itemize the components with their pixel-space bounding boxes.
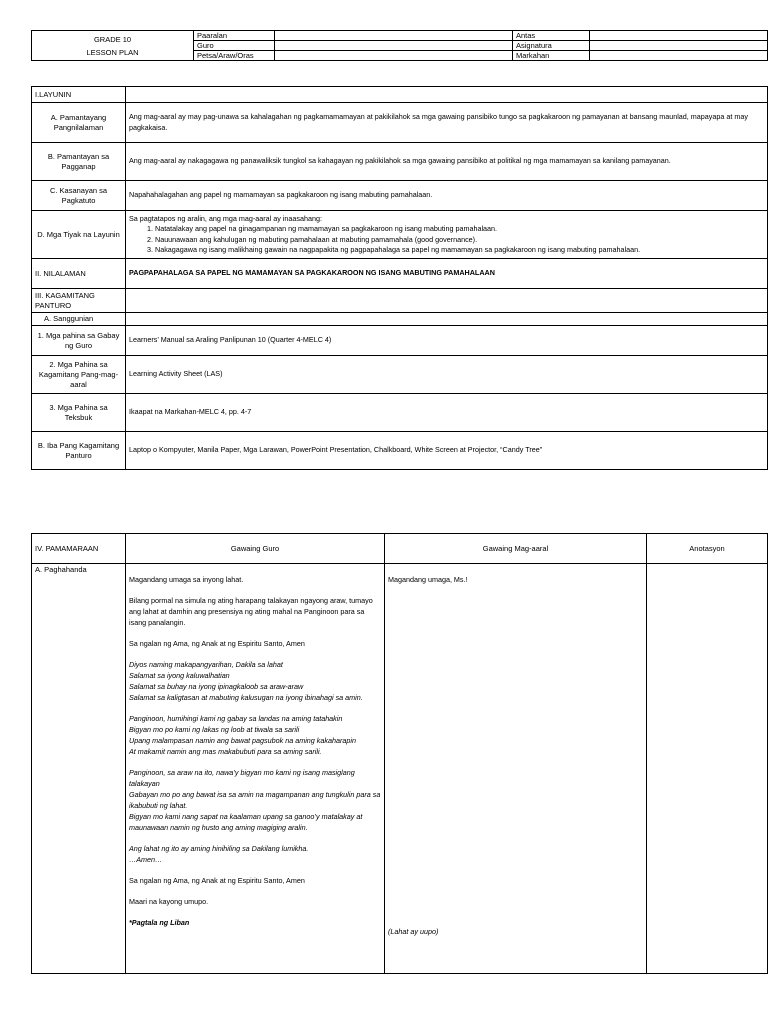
kasanayan-pagkatuto-text: Napahahalagahan ang papel ng mamamayan sa pagkakaroon ng isang mabuting pamahalaan. xyxy=(126,181,768,211)
tiyak-na-layunin-intro: Sa pagtatapos ng aralin, ang mga mag-aaral ay inaasahang: xyxy=(129,213,322,223)
field-value-petsa[interactable] xyxy=(275,51,513,61)
list-item: 2. Nauunawaan ang kahulugan ng mabuting pamahalaan at mabuting pamamahala (good governance). xyxy=(155,235,764,246)
pamantayang-pangnilalaman-text: Ang mag-aaral ay may pag-unawa sa kahalagahan ng pagkamamamayan at pakikilahok sa mga gawaing pansibiko tungo sa pagkakaroon ng pamayanan at bansang maunlad, mapayapa at may pagkakaisa. xyxy=(126,103,768,143)
field-label-paaralan: Paaralan xyxy=(194,31,275,41)
field-value-antas[interactable] xyxy=(590,31,768,41)
lesson-plan-title: LESSON PLAN xyxy=(86,47,139,57)
pamantayan-pagganap-label: B. Pamantayan sa Pagganap xyxy=(32,143,126,181)
lesson-plan-table xyxy=(31,86,768,470)
field-label-guro: Guro xyxy=(194,41,275,51)
list-item: 3. Nakagagawa ng isang malikhaing gawain na nagpapakita ng pagpapahalaga sa papel ng mamamayan sa pagkakaroon ng isang mabuting pamahalaan. xyxy=(155,245,764,256)
tiyak-na-layunin-label: D. Mga Tiyak na Layunin xyxy=(32,211,126,259)
gawaing-mag-aaral-header: Gawaing Mag-aaral xyxy=(385,534,647,564)
tiyak-na-layunin-list xyxy=(129,224,764,256)
teksbuk-label: 3. Mga Pahina sa Teksbuk xyxy=(32,394,126,432)
teacher-activity-cell xyxy=(126,564,385,974)
teacher-greeting: Magandang umaga sa inyong lahat. xyxy=(129,575,244,584)
list-item: 1. Natatalakay ang papel na ginagampanan ng mamamayan sa pagkakaroon ng isang mabuting pamahalaan. xyxy=(155,224,764,235)
field-label-asignatura: Asignatura xyxy=(513,41,590,51)
field-label-markahan: Markahan xyxy=(513,51,590,61)
student-greeting: Magandang umaga, Ms.! xyxy=(388,575,468,584)
prayer-stanza-1: Diyos naming makapangyarihan, Dakila sa lahat Salamat sa iyong kaluwalhatian Salamat sa buhay na iyong ipinagkaloob sa araw-araw Salamat sa kaligtasan at mabuting kalusugan na iyong ibinahagi sa amin. xyxy=(129,660,363,702)
grade-title-cell xyxy=(32,31,194,61)
field-value-guro[interactable] xyxy=(275,41,513,51)
field-value-paaralan[interactable] xyxy=(275,31,513,41)
nilalaman-label: II. NILALAMAN xyxy=(32,259,126,289)
layunin-label: I.LAYUNIN xyxy=(32,87,126,103)
iba-pang-kagamitan-label: B. Iba Pang Kagamitang Panturo xyxy=(32,432,126,470)
kagamitang-mag-aaral-text: Learning Activity Sheet (LAS) xyxy=(126,356,768,394)
pamamaraan-header: IV. PAMAMARAAN xyxy=(32,534,126,564)
pamantayang-pangnilalaman-label: A. Pamantayang Pangnilalaman xyxy=(32,103,126,143)
kagamitang-mag-aaral-label: 2. Mga Pahina sa Kagamitang Pang-mag-aaral xyxy=(32,356,126,394)
attendance-note: *Pagtala ng Liban xyxy=(129,918,190,927)
iba-pang-kagamitan-text: Laptop o Kompyuter, Manila Paper, Mga Larawan, PowerPoint Presentation, Chalkboard, White Screen at Projector, “Candy Tree” xyxy=(126,432,768,470)
field-value-asignatura[interactable] xyxy=(590,41,768,51)
student-sit-response: (Lahat ay uupo) xyxy=(388,927,439,936)
kasanayan-pagkatuto-label: C. Kasanayan sa Pagkatuto xyxy=(32,181,126,211)
tiyak-na-layunin-cell xyxy=(126,211,768,259)
gawaing-guro-header: Gawaing Guro xyxy=(126,534,385,564)
prayer-stanza-4: Ang lahat ng ito ay aming hinihiling sa Dakilang lumikha. …Amen… xyxy=(129,844,309,864)
procedure-table xyxy=(31,533,768,974)
student-activity-cell xyxy=(385,564,647,974)
field-label-antas: Antas xyxy=(513,31,590,41)
pamantayan-pagganap-text: Ang mag-aaral ay nakagagawa ng panawaliksik tungkol sa kahagayan ng pakikilahok sa mga gawaing pansibiko at politikal ng mga mamamayan sa kanilang pamayanan. xyxy=(126,143,768,181)
nilalaman-text: PAGPAPAHALAGA SA PAPEL NG MAMAMAYAN SA PAGKAKAROON NG ISANG MABUTING PAMAHALAAN xyxy=(126,259,768,289)
gabay-guro-label: 1. Mga pahina sa Gabay ng Guro xyxy=(32,326,126,356)
field-label-petsa: Petsa/Araw/Oras xyxy=(194,51,275,61)
header-table xyxy=(31,30,768,61)
teksbuk-text: Ikaapat na Markahan-MELC 4, pp. 4-7 xyxy=(126,394,768,432)
teacher-sign-of-cross-closing: Sa ngalan ng Ama, ng Anak at ng Espiritu Santo, Amen xyxy=(129,876,305,885)
prayer-stanza-3: Panginoon, sa araw na ito, nawa’y bigyan mo kami ng isang masiglang talakayan Gabayan mo po ang bawat isa sa amin na magampanan ang tungkulin para sa ikabubuti ng lahat. Bigyan mo kami nang sapat na kaalaman upang sa ganoo’y matalakay at maunawaan namin ng husto ang aming magiging aralin. xyxy=(129,768,381,832)
teacher-sign-of-cross: Sa ngalan ng Ama, ng Anak at ng Espiritu Santo, Amen xyxy=(129,639,305,648)
grade-label: GRADE 10 xyxy=(93,34,132,44)
teacher-sit-instruction: Maari na kayong umupo. xyxy=(129,897,209,906)
field-value-markahan[interactable] xyxy=(590,51,768,61)
gabay-guro-text: Learners’ Manual sa Araling Panlipunan 10 (Quarter 4-MELC 4) xyxy=(126,326,768,356)
teacher-intro: Bilang pormal na simula ng ating harapang talakayan ngayong araw, tumayo ang lahat at damhin ang presensiya ng ating mahal na Panginoon para sa isang panalangin. xyxy=(129,596,373,627)
paghahanda-label: A. Paghahanda xyxy=(32,564,126,974)
prayer-stanza-2: Panginoon, humihingi kami ng gabay sa landas na aming tatahakin Bigyan mo po kami ng lakas ng loob at tiwala sa sarili Upang malampasan namin ang bawat pagsubok na aming kakaharapin At makamit namin ang mas makabubuti para sa aming sarili. xyxy=(129,714,356,756)
sanggunian-label: A. Sanggunian xyxy=(32,313,126,326)
anotasyon-header: Anotasyon xyxy=(647,534,768,564)
anotasyon-cell xyxy=(647,564,768,974)
kagamitang-panturo-label: III. KAGAMITANG PANTURO xyxy=(32,289,126,313)
